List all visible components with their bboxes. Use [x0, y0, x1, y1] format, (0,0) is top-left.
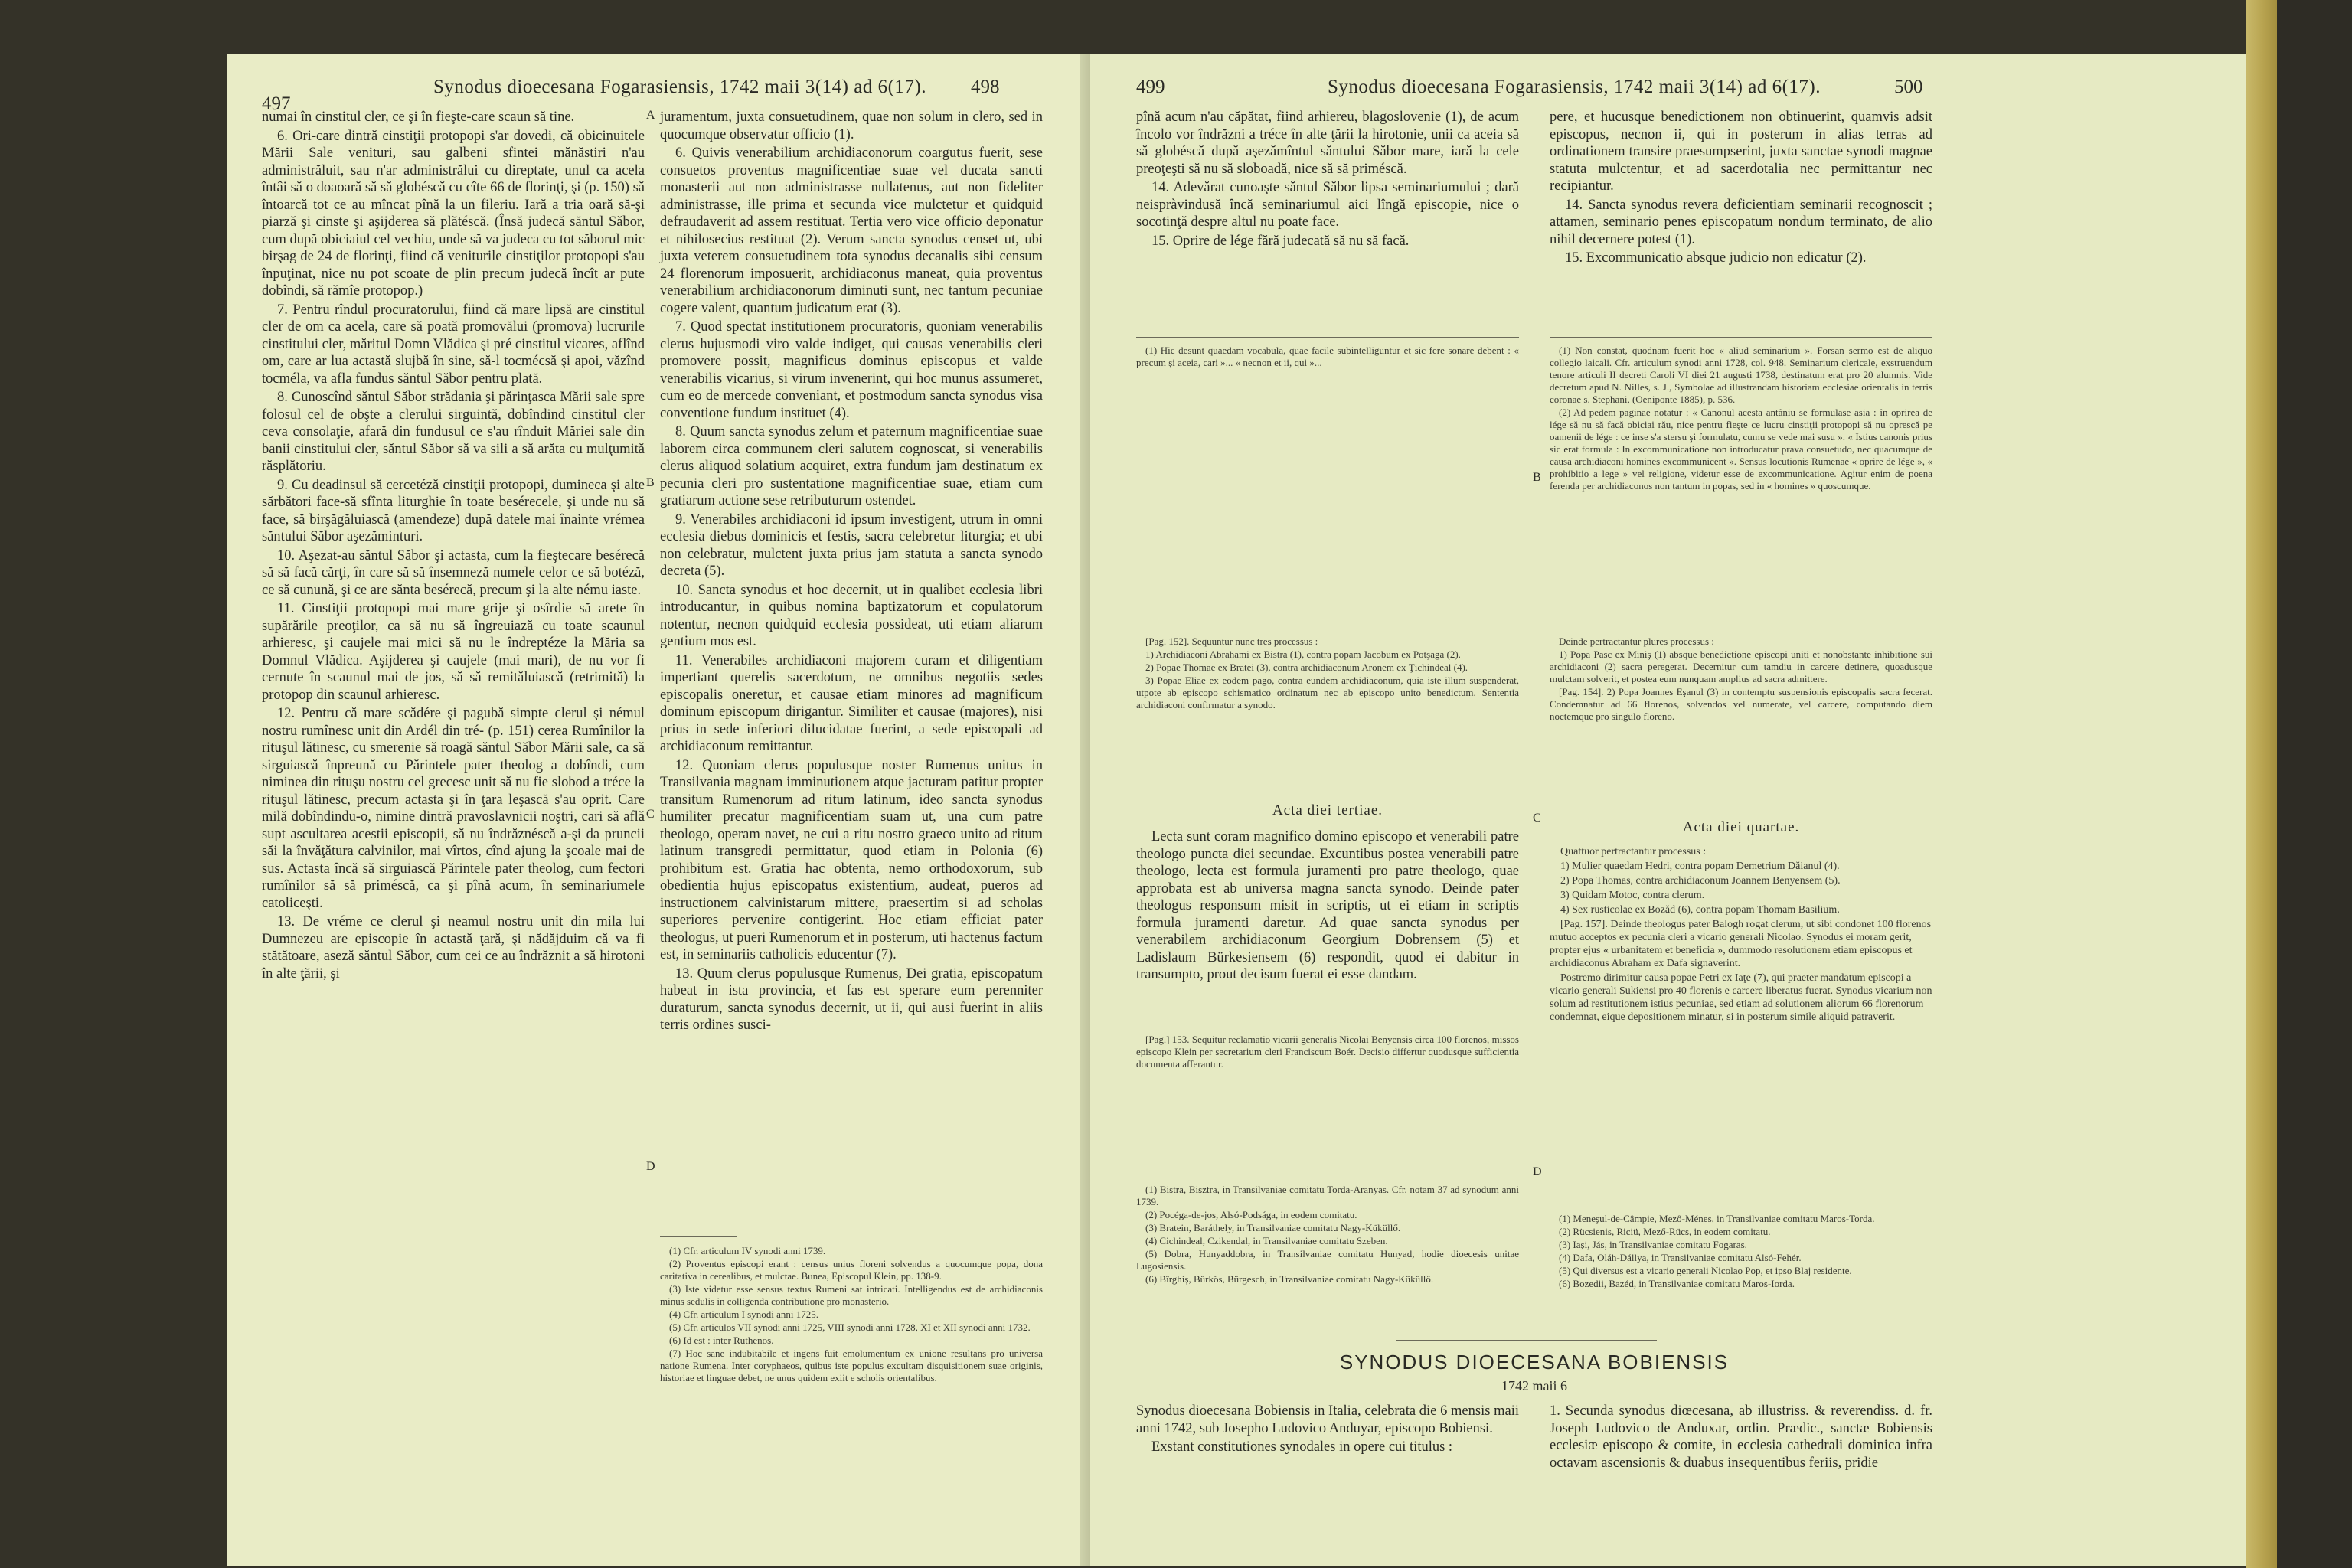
- acta-quartae-item: [Pag. 157]. Deinde theologus pater Balogh rogat clerum, ut sibi condonet 100 florenos mutuo acceptos ex pecunia cleri a vicario generali Nicolao. Synodus ei moram gerit, propter ejus « urbanitatem et beneficia », dummodo resolutionem etiam episcopus et archidiaconus Abraham ex Dafa signaverint.: [1550, 919, 1932, 969]
- footnote: (2) Rücsienis, Riciü, Mező-Rücs, in eodem comitatu.: [1559, 1226, 1771, 1237]
- margin-marker-b: B: [646, 476, 655, 489]
- acta-quartae-item: 2) Popa Thomas, contra archidiaconum Joannem Benyensem (5).: [1560, 875, 1841, 887]
- romanian-paragraph: 12. Pentru că mare scădére şi pagubă simpte clerul şi némul nostru rumînesc unit din Ardél din tré- (p. 151) cerea Rumînilor la rituşul lătinesc, cu smerenie să roagă săntul Săbor Mării sale, ca să sirguiască înpreună cu Părintele pater theolog a dobîndi, cum niminea din rituşu nostru cel grecesc unit să nu fie slobod a tréce la rituşul lătinesc, precum actasta şi în ţara leşască s'au oprit. Care milă dobîndindu-o, nimine dintră pravoslavnicii noştri, cari să află supt ascultarea acestii episcopii, să nu îndrăznéscă a-şi da pruncii săi la învăţătura calvinilor, mai vîrtos, cînd ajung la şcoale mai de sus. Actasta încă să sirguiască Părintele pater theolog, cum fectori rumînilor să să priméscă, ca şi pînă acum, în seminariumele catoliceşti.: [262, 706, 645, 911]
- page-number-499: 499: [1136, 77, 1165, 97]
- romanian-paragraph: 9. Cu deadinsul să cercetéză cinstiţii protopopi, dumineca şi alte sărbători face-să sfînta liturghie în toate besérecele, şi unde nu să face, să birşăgăluiască (amendeze) după datele mai înainte vrémea săntului Săbor aşezăminturi.: [262, 477, 645, 544]
- synod-intro-right: [1550, 1403, 1932, 1473]
- book-page-edges: [2246, 0, 2277, 1568]
- latin-paragraph: 11. Venerabiles archidiaconi majorem curam et diligentiam impertiant querelis sacerdotum, ne omnibus negotiis sedes episcopalis oneretur, et causae etiam minores ad magnificum dominum episcopum dirigantur. Similiter et causae (majores), nisi prius in sede inferiori dilucidatae fuerint, a sede episcopali ad archidiaconum remittantur.: [660, 652, 1043, 754]
- section-rule: [1396, 1340, 1657, 1341]
- footnotes-right-b: [1550, 1213, 1932, 1291]
- latin-paragraph: 10. Sancta synodus et hoc decernit, ut in qualibet ecclesia libri introducantur, in quibus nomina baptizatorum et copulatorum notentur, necnon quidquid ecclesia possideat, uti etiam aliarum gentium mos est.: [660, 582, 1043, 649]
- romanian-paragraph: 14. Adevărat cunoaşte săntul Săbor lipsa seminariumului ; dară neispràvindusă încă seminariumul aici lîngă episcopie, nice o socotinţă despre altul nu poate face.: [1136, 180, 1519, 230]
- left-page: [227, 54, 1089, 1566]
- footnote-rule-left: [660, 1236, 737, 1237]
- latin-paragraph: 8. Quum sancta synodus zelum et paternum magnificentiae suae laborem circa communem cleri salutem cognoscat, si venerabilis clerus aliquod solatium acquiret, extra fundum jam destinatum ex pecunia cleri pro sustentatione magnificentiae suae, etiam cum gratiarum actione sese retributurum ostendet.: [660, 424, 1043, 508]
- latin-paragraph: 14. Sancta synodus revera deficientiam seminarii recognoscit ; attamen, seminario penes episcopatum nondum terminato, de alio nihil decernere potest (1).: [1550, 197, 1932, 247]
- footnote: (6) Id est : inter Ruthenos.: [669, 1334, 774, 1346]
- footnote: (1) Cfr. articulum IV synodi anni 1739.: [669, 1245, 826, 1256]
- latin-paragraph: 13. Quum clerus populusque Rumenus, Dei gratia, episcopatum habeat in ista provincia, et fas est sperare eum perenniter duraturum, sancta synodus decernit, ut ii, qui ausi fuerint in aliis terris ordines susci-: [660, 965, 1043, 1033]
- latin-paragraph: pere, et hucusque benedictionem non obtinuerint, quamvis adsit episcopus, necnon ii, qui in posterum in alias terras ad ordinationem transire praesumpserint, juxta sanctae synodi magnae statuta mulctentur, et ad sacerdotalia nec permittantur nec recipiantur.: [1550, 109, 1932, 194]
- processus-list-a: [1136, 635, 1519, 712]
- latin-paragraph: juramentum, juxta consuetudinem, quae non solum in clero, sed in quocumque observatur officio (1).: [660, 109, 1043, 142]
- latin-paragraph: 15. Excommunicatio absque judicio non edicatur (2).: [1565, 250, 1867, 266]
- latin-paragraph: 12. Quoniam clerus populusque noster Rumenus unitus in Transilvania magnam imminutionem atque jacturam patitur propter transitum Rumenorum ad ritum latinum, ideo sancta synodus humiliter precatur magnificentiam suam ut, una cum patre theologo, operam navet, ne cui a ritu nostro graeco unito ad ritum latinum transgredi permittatur, quod etiam in Polonia (6) prohibitum est. Gratia hac obtenta, nemo orthodoxorum, sub obedientia hujus episcopatus existentium, audeat, pueros ad instructionem calvinistarum mittere, praesertim si ad scholas superiores pervenire contigerint. Hoc etiam efficiat pater theologus, ut pueri Rumenorum et in posterum, uti hactenus factum est, in seminariis catholicis educentur (7).: [660, 757, 1043, 962]
- footnote: (7) Hoc sane indubitabile et ingens fuit emolumentum ex unione resultans pro universa natione Rumena. Inter coryphaeos, quibus iste populus excultam disquisitionem suae originis, historiae et linguae debet, ne unus quidem exiit e scholis orientalibus.: [660, 1348, 1043, 1383]
- processus-item: 1) Popa Pasc ex Miniş (1) absque benedictione episcopi uniti et nonobstante inhibitione sui archidiaconi (2) sacra peregerat. Decernitur cum tamdiu in carcere detinere, quoadusque mulctam solverit, et postea eum nunquam amplius ad sacra admittere.: [1550, 648, 1932, 684]
- acta-tertiae-note: [1136, 1034, 1519, 1071]
- margin-marker-a: A: [646, 109, 655, 122]
- note-rule-b: [1550, 337, 1932, 338]
- acta-quartae-list: [1550, 845, 1932, 1025]
- processus-item: 2) Popae Thomae ex Bratei (3), contra archidiaconum Aronem ex Ţichindeal (4).: [1145, 662, 1468, 673]
- footnote: (6) Bozedii, Bazéd, in Transilvaniae comitatu Maros-Iorda.: [1559, 1278, 1795, 1289]
- note: (1) Hic desunt quaedam vocabula, quae facile subintelliguntur et sic fere sonare debent : « precum şi aceia, cari »... « necnon et ii, qui »...: [1136, 345, 1519, 368]
- footnote: (5) Cfr. articulos VII synodi anni 1725, VIII synodi anni 1728, XI et XII synodi anni 1732.: [669, 1321, 1031, 1333]
- acta-quartae-item: Postremo dirimitur causa popae Petri ex Iaţe (7), qui praeter mandatum episcopi a vicario generali Sukiensi pro 40 florenis e carcere liberatus fuerat. Synodus vicarium non solum ad restitutionem istius pecuniae, sed etiam ad solutionem aliorum 66 florenorum condemnat, eique depositionem minatur, si in posterum simile aliquid patraverit.: [1550, 972, 1932, 1023]
- page-number-497: 497: [262, 93, 291, 114]
- romanian-column-left: [262, 109, 645, 984]
- footnote: (1) Meneşul-de-Câmpie, Mező-Ménes, in Transilvaniae comitatu Maros-Torda.: [1559, 1213, 1875, 1224]
- synod-intro-left: [1136, 1403, 1519, 1458]
- romanian-paragraph: pînă acum n'au căpătat, fiind arhiereu, blagoslovenie (1), de acum încolo vor îndrăzni a tréce în alte ţării la hirotonie, unii ca aceia să să globéscă după aşezămîntul săntului Săbor mare, iară la cele preoţeşti să nu să sloboadă, nice să să priméscă.: [1136, 109, 1519, 177]
- romanian-paragraph: 6. Ori-care dintră cinstiţii protopopi s'ar dovedi, că obicinuitele Mării Sale venituri, sau galbeni sfintei mănăstiri n'au administrăluit, sau n'ar administrălui cu direptate, unul ca acela întâi să o doaoară să să globéscă cu cîte 66 de florinţi, şi (p. 150) să întoarcă tot ce au mîncat pînă la un fileriu. Iară a tria oară să-şi piarză şi cinste şi aşijderea să plătéscă. (Însă judecă săntul Săbor, cum după obiciaiul cel vechiu, unde să va judeca cu tot săborul mic birşag de 24 de florinţi, fiind că veniturile cinstiţilor protopopi s'au înpuţinat, nice nu pot scoate de plin precum judecă încît ar pute dobîndi, să rămîe protopop.): [262, 128, 645, 299]
- footnote: (6) Bîrghiș, Bürkös, Bürgesch, in Transilvaniae comitatu Nagy-Küküllő.: [1145, 1273, 1434, 1285]
- acta-diei-tertiae-heading: Acta diei tertiae.: [1272, 802, 1383, 818]
- processus-item: [Pag. 154]. 2) Popa Joannes Eşanul (3) in contemptu suspensionis episcopalis sacra fecerat. Condemnatur ad 66 florenos, solvendos vel numerate, vel carcere, computando diem noctemque pro singulo floreno.: [1550, 686, 1932, 722]
- romanian-paragraph: 10. Aşezat-au săntul Săbor şi actasta, cum la fieştecare besérecă să să facă cărţi, în care să să însemneză numele celor ce să botéză, ce să cunună, şi ce are sănta besérecă, precum şi la alte nému iaste.: [262, 547, 645, 598]
- footnote: (5) Qui diversus est a vicario generali Nicolao Pop, et ipso Blaj residente.: [1559, 1265, 1852, 1276]
- right-page: [1090, 54, 2246, 1566]
- note: (2) Ad pedem paginae notatur : « Canonul acesta antâniu se formulase asia : în oprirea de lége să nu să facă obiciai rău, nice pentru fieşte ce lucru cinstiţii protopopi să nu oprescă pe oamenii de lége : ce inse s'a stersu şi formulatu, cumu se vede mai susu ». « Istius canonis prius sic erat formula : In excommunicatione non introducatur prava consuetudo, nec quacumque de causa archidiaconi homines excommunicent ». Sensus locutionis Rumenae « oprire de lége », « prohibitio a lege » vel religione, videtur esse de excommunicatione. Agitur enim de poena ferenda per archidiaconos non tantum in popas, sed in « homines » quoscumque.: [1550, 407, 1932, 492]
- footnotes-right-a: [1136, 1184, 1519, 1286]
- synod-date: 1742 maii 6: [1501, 1378, 1567, 1393]
- acta-tertiae-paragraph: Lecta sunt coram magnifico domino episcopo et venerabili patre theologo puncta diei secundae. Excuntibus postea venerabili patre theologo, lecta est formula juramenti pro patre theologo, quae approbata est ab universa magna sancta synodo. Deinde pater theologus responsum misit in scriptis, ut ei etiam in scriptis formula juramenti daretur. Ad quae sancta synodus per venerabilem archidiaconum Georgium Dobrensem (5) et Ladislaum Bürkesiensem (6) respondit, quod ei dabitur in transumpto, prout decisum fuerat ei esse dandam.: [1136, 829, 1519, 982]
- latin-column-right: [1550, 109, 1932, 269]
- processus-item: [Pag. 152]. Sequuntur nunc tres processus :: [1145, 635, 1318, 647]
- synod-paragraph: Exstant constitutiones synodales in opere cui titulus :: [1152, 1439, 1453, 1455]
- processus-item: 1) Archidiaconi Abrahami ex Bistra (1), contra popam Jacobum ex Potşaga (2).: [1145, 648, 1461, 660]
- running-header-right: Synodus dioecesana Fogarasiensis, 1742 maii 3(14) ad 6(17).: [1328, 77, 1821, 97]
- margin-marker-d: D: [646, 1160, 655, 1173]
- notes-column-a: [1136, 345, 1519, 370]
- synod-title: SYNODUS DIOECESANA BOBIENSIS: [1339, 1351, 1730, 1374]
- acta-quartae-item: 4) Sex rusticolae ex Bozăd (6), contra popam Thomam Basilium.: [1560, 904, 1840, 916]
- acta-diei-tertiae-text: [1136, 828, 1519, 985]
- latin-paragraph: 7. Quod spectat institutionem procuratoris, quoniam venerabilis clerus hujusmodi viro valde indiget, qui causas venerabilis cleri promovere possit, magnificus dominus episcopus et valde venerabilis vicarius, si virum invenerint, qui hoc munus assumeret, cum eo de mercede conveniant, et postmodum sancta synodus visa conventione fundum instituet (4).: [660, 319, 1043, 421]
- margin-marker-c-right: C: [1533, 812, 1541, 825]
- footnote: (4) Cfr. articulum I synodi anni 1725.: [669, 1308, 818, 1320]
- footnote: (4) Dafa, Oláh-Dállya, in Transilvaniae comitatu Alsó-Fehér.: [1559, 1252, 1802, 1263]
- acta-diei-quartae-heading: Acta diei quartae.: [1682, 819, 1800, 835]
- acta-quartae-item: Quattuor pertractantur processus :: [1560, 846, 1707, 858]
- romanian-paragraph: 15. Oprire de lége fără judecată să nu să facă.: [1152, 233, 1410, 249]
- footnote: (3) Iste videtur esse sensus textus Rumeni sat intricati. Intelligendus est de archidiaconis minus sedulis in colligenda contributione pro monasterio.: [660, 1283, 1043, 1307]
- page-number-498: 498: [971, 77, 1000, 97]
- romanian-paragraph: 7. Pentru rîndul procuratorului, fiind că mare lipsă are cinstitul cler de om ca acela, care să poată promovălui (promova) lucrurile cinstitului cler, măritul Domn Vlădica şi pré cinstitul vicares, aflînd om, care ar lua actastă slujbă în sine, să-l tocmécsă şi apoi, văzînd tocméla, va afla fundus săntul Săbor pentru plată.: [262, 302, 645, 387]
- romanian-paragraph: 13. De vréme ce clerul şi neamul nostru unit din mila lui Dumnezeu are episcopie în actastă ţară, şi nădăjduim că va fi stătătoare, aseză săntul Săbor, cum cei ce au îndrăznit a să hirotoni în alte ţării, şi: [262, 914, 645, 982]
- margin-marker-c: C: [646, 808, 655, 821]
- footnote: (4) Cichindeal, Czikendal, in Transilvaniae comitatu Szeben.: [1145, 1235, 1388, 1246]
- running-header-left: Synodus dioecesana Fogarasiensis, 1742 maii 3(14) ad 6(17).: [433, 77, 926, 97]
- romanian-column-right: [1136, 109, 1519, 251]
- footnote: (5) Dobra, Hunyaddobra, in Transilvaniae comitatu Hunyad, hodie dioecesis unitae Lugosiensis.: [1136, 1248, 1519, 1272]
- synod-paragraph: Synodus dioecesana Bobiensis in Italia, celebrata die 6 mensis maii anni 1742, sub Josepho Ludovico Anduyar, episcopo Bobiensi.: [1136, 1403, 1519, 1436]
- acta-quartae-item: 1) Mulier quaedam Hedri, contra popam Demetrium Dăianul (4).: [1560, 861, 1840, 872]
- footnote: (3) Iaşi, Jás, in Transilvaniae comitatu Fogaras.: [1559, 1239, 1747, 1250]
- processus-item: 3) Popae Eliae ex eodem pago, contra eundem archidiaconum, quia iste illum suspenderat, utpote ab episcopo schismatico ordinatum nec ab episcopo unito benedictum. Sententia archidiaconi confirmatur a synodo.: [1136, 675, 1519, 710]
- book-cover-dark: [2277, 0, 2352, 1568]
- romanian-paragraph: 8. Cunoscînd săntul Săbor strădania şi părinţasca Mării sale spre folosul cel de obşte a clerului sirguintă, dobîndind cinstitul cler ceva consolaţie, afară din fundusul ce s'au rînduit Măriei sale din banii cinstitului cler, săntul Săbor să va sili a să arăta cu mulţumită răsplătoriu.: [262, 390, 645, 474]
- note-rule-a: [1136, 337, 1519, 338]
- acta-quartae-item: 3) Quidam Motoc, contra clerum.: [1560, 890, 1705, 901]
- page-number-500: 500: [1894, 77, 1923, 97]
- synod-paragraph: 1. Secunda synodus diœcesana, ab illustriss. & reverendiss. d. fr. Joseph Ludovico de Anduxar, ordin. Prædic., sanctæ Bobiensis ecclesiæ episcopo & comite, in ecclesia cathedrali dominica infra octavam ascensionis & duabus insequentibus feriis, pridie: [1550, 1403, 1932, 1471]
- processus-list-b: [1550, 635, 1932, 724]
- latin-paragraph: 6. Quivis venerabilium archidiaconorum coargutus fuerit, sese consuetos proventus magnificentiae suae vel ducata sancti monasterii aut non administrasse nullatenus, aut non fideliter administrasse, ille prima et secunda vice mulctetur et quidquid defraudaverit ad assem restituat. Tertia vero vice officio deponatur et nihilosecius restituat (2). Verum sancta synodus censet ut, ubi juxta veterem consuetudinem tota synodus decanalis sibi censum 24 florenorum imposuerit, archidiaconus maneat, quia proventus venerabilium archidiaconorum diminuti sunt, nec tantum pecuniae cogere valent, quantum judicatum erat (3).: [660, 145, 1043, 316]
- processus-item: Deinde pertractantur plures processus :: [1559, 635, 1714, 647]
- latin-column-left: [660, 109, 1043, 1036]
- footnote: (2) Proventus episcopi erant : census unius floreni solvendus a quocumque popa, dona caritativa in cerealibus, et mulctae. Bunea, Episcopul Klein, pp. 138-9.: [660, 1258, 1043, 1282]
- footnote: (1) Bistra, Bisztra, in Transilvaniae comitatu Torda-Aranyas. Cfr. notam 37 ad synodum anni 1739.: [1136, 1184, 1519, 1207]
- margin-marker-d-right: D: [1533, 1165, 1542, 1178]
- acta-tertiae-note-text: [Pag.] 153. Sequitur reclamatio vicarii generalis Nicolai Benyensis circa 100 florenos, missos episcopo Klein per secretarium cleri Franciscum Boér. Decisio differtur quodusque sufficientia documenta afferantur.: [1136, 1034, 1519, 1070]
- footnote: (2) Pocéga-de-jos, Alsó-Podsága, in eodem comitatu.: [1145, 1209, 1357, 1220]
- margin-marker-b-right: B: [1533, 471, 1541, 484]
- notes-column-b: [1550, 345, 1932, 493]
- romanian-paragraph: 11. Cinstiţii protopopi mai mare grije şi osîrdie să arete în supărările preoţilor, ca să nu să îngreuiază cu toate scaunul arhieresc, şi caujele mai mici să nu le îndreptéze la Măria sa Domnul Vlădica. Aşijderea şi caujele (mai mari), de nu vor fi cernute în scaunul mai de jos, să să remităluiască (retrimită) la protopop din scaunul arhieresc.: [262, 601, 645, 703]
- footnotes-left: [660, 1245, 1043, 1385]
- latin-paragraph: 9. Venerabiles archidiaconi id ipsum investigent, utrum in omni ecclesia diebus dominicis et festis, sacra celebretur liturgia; et ubi non celebratur, mulctent juxta prius jam statuta a sancta synodo decreta (5).: [660, 511, 1043, 579]
- footnote: (3) Bratein, Baráthely, in Transilvaniae comitatu Nagy-Küküllő.: [1145, 1222, 1401, 1233]
- note: (1) Non constat, quodnam fuerit hoc « aliud seminarium ». Forsan sermo est de aliquo collegio laicali. Cfr. articulum synodi anni 1728, col. 948. Seminarium clericale, exstruendum tenore articuli II decreti Caroli VI diei 21 augusti 1738, destinatum erat pro 20 alumnis. Vide decretum apud N. Nilles, s. J., Symbolae ad illustrandam historiam ecclesiae orientalis in terris coronae s. Stephani, (Oeniponte 1885), p. 536.: [1550, 345, 1932, 405]
- romanian-paragraph: numai în cinstitul cler, ce şi în fieşte-care scaun să tine.: [262, 109, 575, 125]
